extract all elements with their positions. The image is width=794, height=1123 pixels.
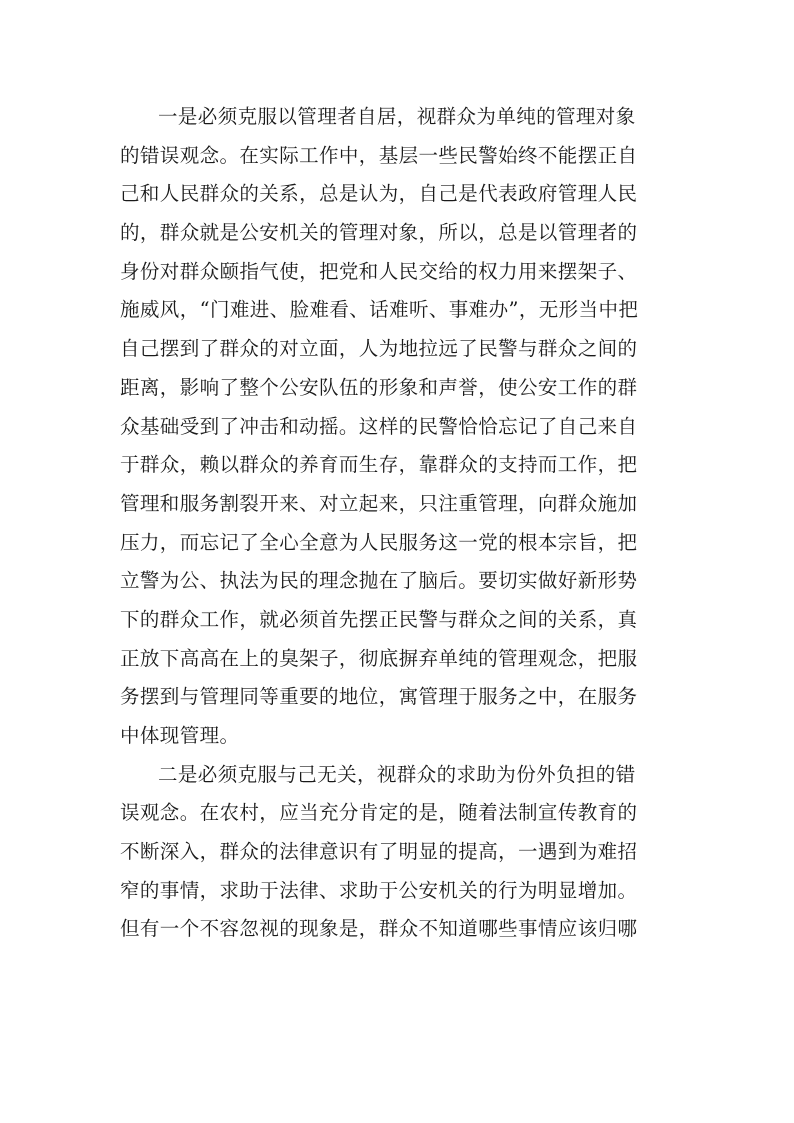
paragraph-1-line-4: 的，群众就是公安机关的管理对象，所以，总是以管理者的 bbox=[120, 221, 638, 245]
paragraph-1-line-10: 于群众，赖以群众的养育而生存，靠群众的支持而工作，把 bbox=[120, 453, 638, 477]
paragraph-1-line-8: 距离，影响了整个公安队伍的形象和声誉，使公安工作的群 bbox=[120, 375, 638, 399]
paragraph-2-line-3: 不断深入，群众的法律意识有了明显的提高，一遇到为难招 bbox=[120, 840, 638, 864]
paragraph-2-line-2: 误观念。在农村，应当充分肯定的是，随着法制宣传教育的 bbox=[120, 801, 638, 825]
paragraph-1-line-3: 己和人民群众的关系，总是认为，自己是代表政府管理人民 bbox=[120, 182, 638, 206]
document-body bbox=[120, 98, 690, 949]
paragraph-1-line-15: 正放下高高在上的臭架子，彻底摒弃单纯的管理观念，把服 bbox=[120, 646, 638, 670]
paragraph-1-line-13: 立警为公、执法为民的理念抛在了脑后。要切实做好新形势 bbox=[120, 569, 638, 593]
paragraph-1-line-2: 的错误观念。在实际工作中，基层一些民警始终不能摆正自 bbox=[120, 143, 638, 167]
paragraph-1-line-17: 中体现管理。 bbox=[120, 724, 240, 747]
paragraph-1-line-5: 身份对群众颐指气使，把党和人民交给的权力用来摆架子、 bbox=[120, 259, 638, 283]
paragraph-2-line-1: 二是必须克服与己无关，视群众的求助为份外负担的错 bbox=[158, 762, 636, 786]
paragraph-2-line-5: 但有一个不容忽视的现象是，群众不知道哪些事情应该归哪 bbox=[120, 917, 638, 941]
paragraph-1-line-1: 一是必须克服以管理者自居，视群众为单纯的管理对象 bbox=[158, 105, 636, 128]
paragraph-1-line-12: 压力，而忘记了全心全意为人民服务这一党的根本宗旨，把 bbox=[120, 530, 638, 554]
paragraph-1-line-16: 务摆到与管理同等重要的地位，寓管理于服务之中，在服务 bbox=[120, 685, 638, 709]
paragraph-2-line-4: 窄的事情，求助于法律、求助于公安机关的行为明显增加。 bbox=[120, 878, 638, 902]
paragraph-1-line-14: 下的群众工作，就必须首先摆正民警与群众之间的关系，真 bbox=[120, 607, 638, 631]
paragraph-1-line-6: 施威风，“门难进、脸难看、话难听、事难办”，无形当中把 bbox=[120, 298, 639, 322]
paragraph-1-line-7: 自己摆到了群众的对立面，人为地拉远了民警与群众之间的 bbox=[120, 337, 638, 361]
paragraph-1-line-11: 管理和服务割裂开来、对立起来，只注重管理，向群众施加 bbox=[120, 491, 638, 515]
paragraph-1-line-9: 众基础受到了冲击和动摇。这样的民警恰恰忘记了自己来自 bbox=[120, 414, 638, 438]
